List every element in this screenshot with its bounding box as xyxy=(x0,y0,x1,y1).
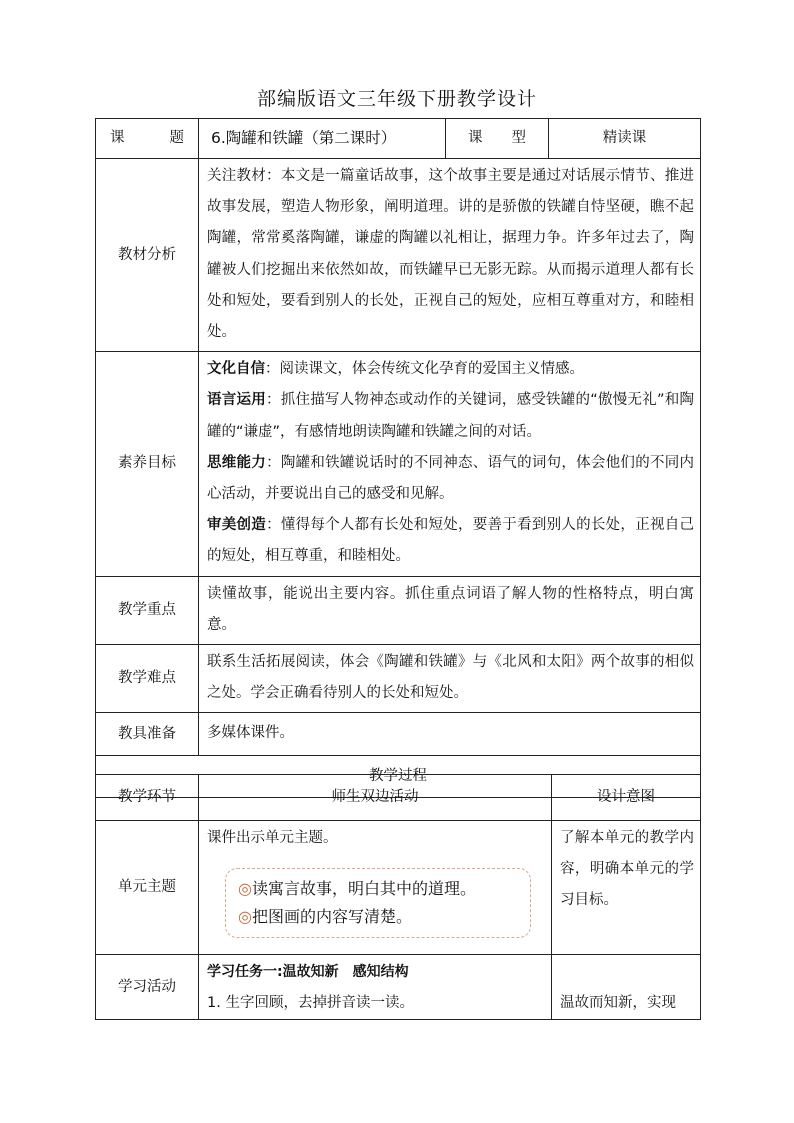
goal-text: ：懂得每个人都有长处和短处，要善于看到别人的长处，正视自己的短处，相互尊重，和睦相处。 xyxy=(207,517,694,565)
goal-key: 思维能力 xyxy=(207,454,267,471)
lesson-value: 6.陶罐和铁罐（第二课时） xyxy=(199,119,446,159)
task-title: 学习任务一:温故知新 感知结构 xyxy=(207,964,409,980)
difficulties-label: 教学难点 xyxy=(96,645,199,713)
difficulties-row xyxy=(96,645,701,713)
lesson-plan-table xyxy=(95,118,701,798)
process-table xyxy=(95,774,701,1020)
goal-item xyxy=(207,385,694,447)
material-analysis-text: 关注教材：本文是一篇童话故事，这个故事主要是通过对话展示情节、推进故事发展，塑造人物形象，阐明道理。讲的是骄傲的铁罐自恃坚硬，瞧不起陶罐，常常奚落陶罐，谦虚的陶罐以礼相让，据理力争。许多年过去了，陶罐被人们挖掘出来依然如故，而铁罐早已无影无踪。从而揭示道理人都有长处和短处，要看到别人的长处，正视自己的短处，应相互尊重对方，和睦相处。 xyxy=(199,159,701,352)
unit-theme-box xyxy=(225,868,531,938)
column-intent: 设计意图 xyxy=(552,775,701,821)
learning-activity-intent: 温故而知新，实现 xyxy=(552,955,701,1020)
goal-text: ：陶罐和铁罐说话时的不同神态、语气的词句，体会他们的不同内心活动，并要说出自己的感受和见解。 xyxy=(207,454,694,503)
type-value: 精读课 xyxy=(549,119,701,159)
key-points-label: 教学重点 xyxy=(96,576,199,644)
header-row xyxy=(96,119,701,159)
unit-theme-activity xyxy=(199,821,552,955)
column-stage: 教学环节 xyxy=(96,775,199,821)
lesson-label-b: 题 xyxy=(169,130,184,146)
unit-theme-label: 单元主题 xyxy=(96,821,199,955)
column-activity: 师生双边活动 xyxy=(199,775,552,821)
process-columns-row xyxy=(96,775,701,821)
goal-key: 审美创造 xyxy=(207,517,267,534)
type-label-a: 课 xyxy=(468,130,483,146)
learning-activity-label: 学习活动 xyxy=(96,955,199,1020)
circle-mark-icon: ◎ xyxy=(238,907,252,926)
tools-row xyxy=(96,713,701,756)
unit-theme-intent: 了解本单元的教学内容，明确本单元的学习目标。 xyxy=(552,821,701,955)
unit-theme-box-item: ◎把图画的内容写清楚。 xyxy=(238,907,412,926)
goal-item xyxy=(207,448,694,510)
goal-key: 语言运用 xyxy=(207,392,266,409)
goal-text: ：抓住描写人物神态或动作的关键词，感受铁罐的“傲慢无礼”和陶罐的“谦虚”，有感情地朗读陶罐和铁罐之间的对话。 xyxy=(207,392,694,440)
learning-activity-row xyxy=(96,955,701,1020)
material-analysis-label: 教材分析 xyxy=(96,159,199,352)
key-points-text: 读懂故事，能说出主要内容。抓住重点词语了解人物的性格特点，明白寓意。 xyxy=(199,576,701,644)
unit-theme-box-item: ◎读寓言故事，明白其中的道理。 xyxy=(238,879,476,898)
goal-item xyxy=(207,354,694,385)
circle-mark-icon: ◎ xyxy=(238,879,252,898)
literacy-goals-row xyxy=(96,352,701,576)
key-points-row xyxy=(96,576,701,644)
literacy-goals-content xyxy=(199,352,701,576)
learning-activity-content xyxy=(199,955,552,1020)
tools-label: 教具准备 xyxy=(96,713,199,756)
lesson-label-cell xyxy=(96,119,199,159)
difficulties-text: 联系生活拓展阅读，体会《陶罐和铁罐》与《北风和太阳》两个故事的相似之处。学会正确看待别人的长处和短处。 xyxy=(199,645,701,713)
goal-item xyxy=(207,510,694,572)
type-label-cell xyxy=(446,119,549,159)
document-title: 部编版语文三年级下册教学设计 xyxy=(256,88,537,110)
lesson-label-a: 课 xyxy=(110,130,125,146)
unit-theme-row xyxy=(96,821,701,955)
process-header: 教学过程 xyxy=(96,756,701,798)
goal-text: ：阅读课文，体会传统文化孕育的爱国主义情感。 xyxy=(265,361,584,378)
type-label-b: 型 xyxy=(511,130,526,146)
unit-theme-intro: 课件出示单元主题。 xyxy=(207,830,338,846)
step-1: 1. 生字回顾，去掉拼音读一读。 xyxy=(207,995,414,1011)
material-analysis-row xyxy=(96,159,701,352)
literacy-goals-label: 素养目标 xyxy=(96,352,199,576)
goal-key: 文化自信 xyxy=(207,361,265,378)
tools-text: 多媒体课件。 xyxy=(199,713,701,756)
